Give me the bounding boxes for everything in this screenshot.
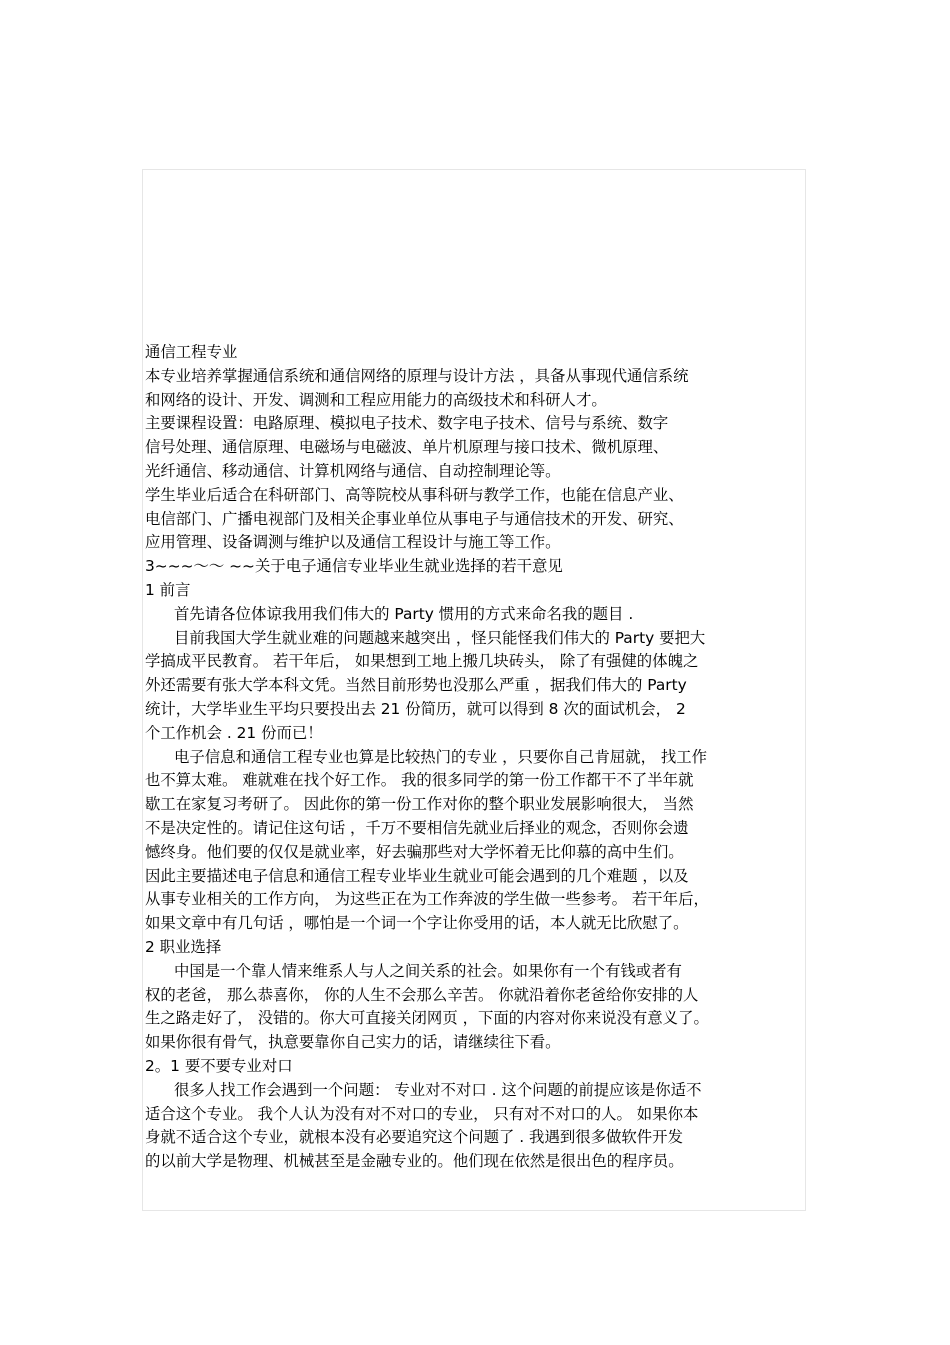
text-line: 和网络的设计、开发、调测和工程应用能力的高级技术和科研人才。	[145, 390, 607, 409]
text-line: 光纤通信、移动通信、计算机网络与通信、自动控制理论等。	[145, 461, 561, 480]
text-line: 个工作机会 . 21 份而已！	[145, 723, 323, 742]
section-heading: 通信工程专业	[145, 343, 238, 361]
section-heading: 1 前言	[145, 580, 191, 599]
text-line: 中国是一个靠人情来维系人与人之间关系的社会。如果你有一个有钱或者有	[174, 961, 682, 980]
section-heading: 2 职业选择	[145, 937, 222, 956]
text-line: 适合这个专业。 我个人认为没有对不对口的专业， 只有对不对口的人。 如果你本	[145, 1104, 699, 1123]
text-line: 电信部门、广播电视部门及相关企事业单位从事电子与通信技术的开发、研究、	[145, 509, 684, 528]
text-line: 如果你很有骨气，执意要靠你自己实力的话，请继续往下看。	[145, 1033, 561, 1052]
text-line: 如果文章中有几句话 ，哪怕是一个词一个字让你受用的话，本人就无比欣慰了。	[145, 914, 689, 933]
text-line: 目前我国大学生就业难的问题越来越突出 ，怪只能怪我们伟大的 Party 要把大	[174, 628, 706, 647]
text-line: 主要课程设置：电路原理、模拟电子技术、数字电子技术、信号与系统、数字	[145, 414, 669, 433]
text-line: 因此主要描述电子信息和通信工程专业毕业生就业可能会遇到的几个难题 ，以及	[145, 866, 689, 885]
text-line: 统计，大学毕业生平均只要投出去 21 份简历，就可以得到 8 次的面试机会， 2	[145, 699, 686, 718]
text-line: 从事专业相关的工作方向， 为这些正在为工作奔波的学生做一些参考。 若干年后，	[145, 890, 709, 909]
text-line: 应用管理、设备调测与维护以及通信工程设计与施工等工作。	[145, 533, 561, 552]
article-title: 3~~~～～ ~~关于电子通信专业毕业生就业选择的若干意见	[145, 557, 563, 576]
text-line: 学生毕业后适合在科研部门、高等院校从事科研与教学工作，也能在信息产业、	[145, 485, 684, 504]
document-body	[145, 341, 805, 1174]
text-line: 学搞成平民教育。 若干年后， 如果想到工地上搬几块砖头， 除了有强健的体魄之	[145, 652, 699, 671]
text-line: 不是决定性的。请记住这句话 ，千万不要相信先就业后择业的观念，否则你会遗	[145, 818, 689, 837]
text-line: 信号处理、通信原理、电磁场与电磁波、单片机原理与接口技术、微机原理、	[145, 438, 669, 457]
text-line: 憾终身。他们要的仅仅是就业率，好去骗那些对大学怀着无比仰慕的高中生们。	[145, 842, 684, 861]
text-line: 权的老爸， 那么恭喜你， 你的人生不会那么辛苦。 你就沿着你老爸给你安排的人	[145, 985, 699, 1004]
text-line: 电子信息和通信工程专业也算是比较热门的专业 ，只要你自己肯屈就， 找工作	[174, 747, 708, 766]
text-line: 生之路走好了， 没错的。你大可直接关闭网页 ，下面的内容对你来说没有意义了。	[145, 1009, 709, 1028]
text-line: 首先请各位体谅我用我们伟大的 Party 惯用的方式来命名我的题目 .	[174, 604, 634, 623]
text-line: 也不算太难。 难就难在找个好工作。 我的很多同学的第一份工作都干不了半年就	[145, 771, 694, 790]
text-line: 的以前大学是物理、机械甚至是金融专业的。他们现在依然是很出色的程序员。	[145, 1152, 684, 1171]
text-line: 很多人找工作会遇到一个问题： 专业对不对口 . 这个问题的前提应该是你适不	[174, 1080, 702, 1099]
text-line: 本专业培养掌握通信系统和通信网络的原理与设计方法 ，具备从事现代通信系统	[145, 366, 689, 385]
subsection-heading: 2。1 要不要专业对口	[145, 1056, 293, 1075]
text-line: 身就不适合这个专业，就根本没有必要追究这个问题了 . 我遇到很多做软件开发	[145, 1128, 683, 1147]
text-line: 歇工在家复习考研了。 因此你的第一份工作对你的整个职业发展影响很大， 当然	[145, 795, 694, 814]
text-line: 外还需要有张大学本科文凭。当然目前形势也没那么严重 ，据我们伟大的 Party	[145, 676, 687, 695]
